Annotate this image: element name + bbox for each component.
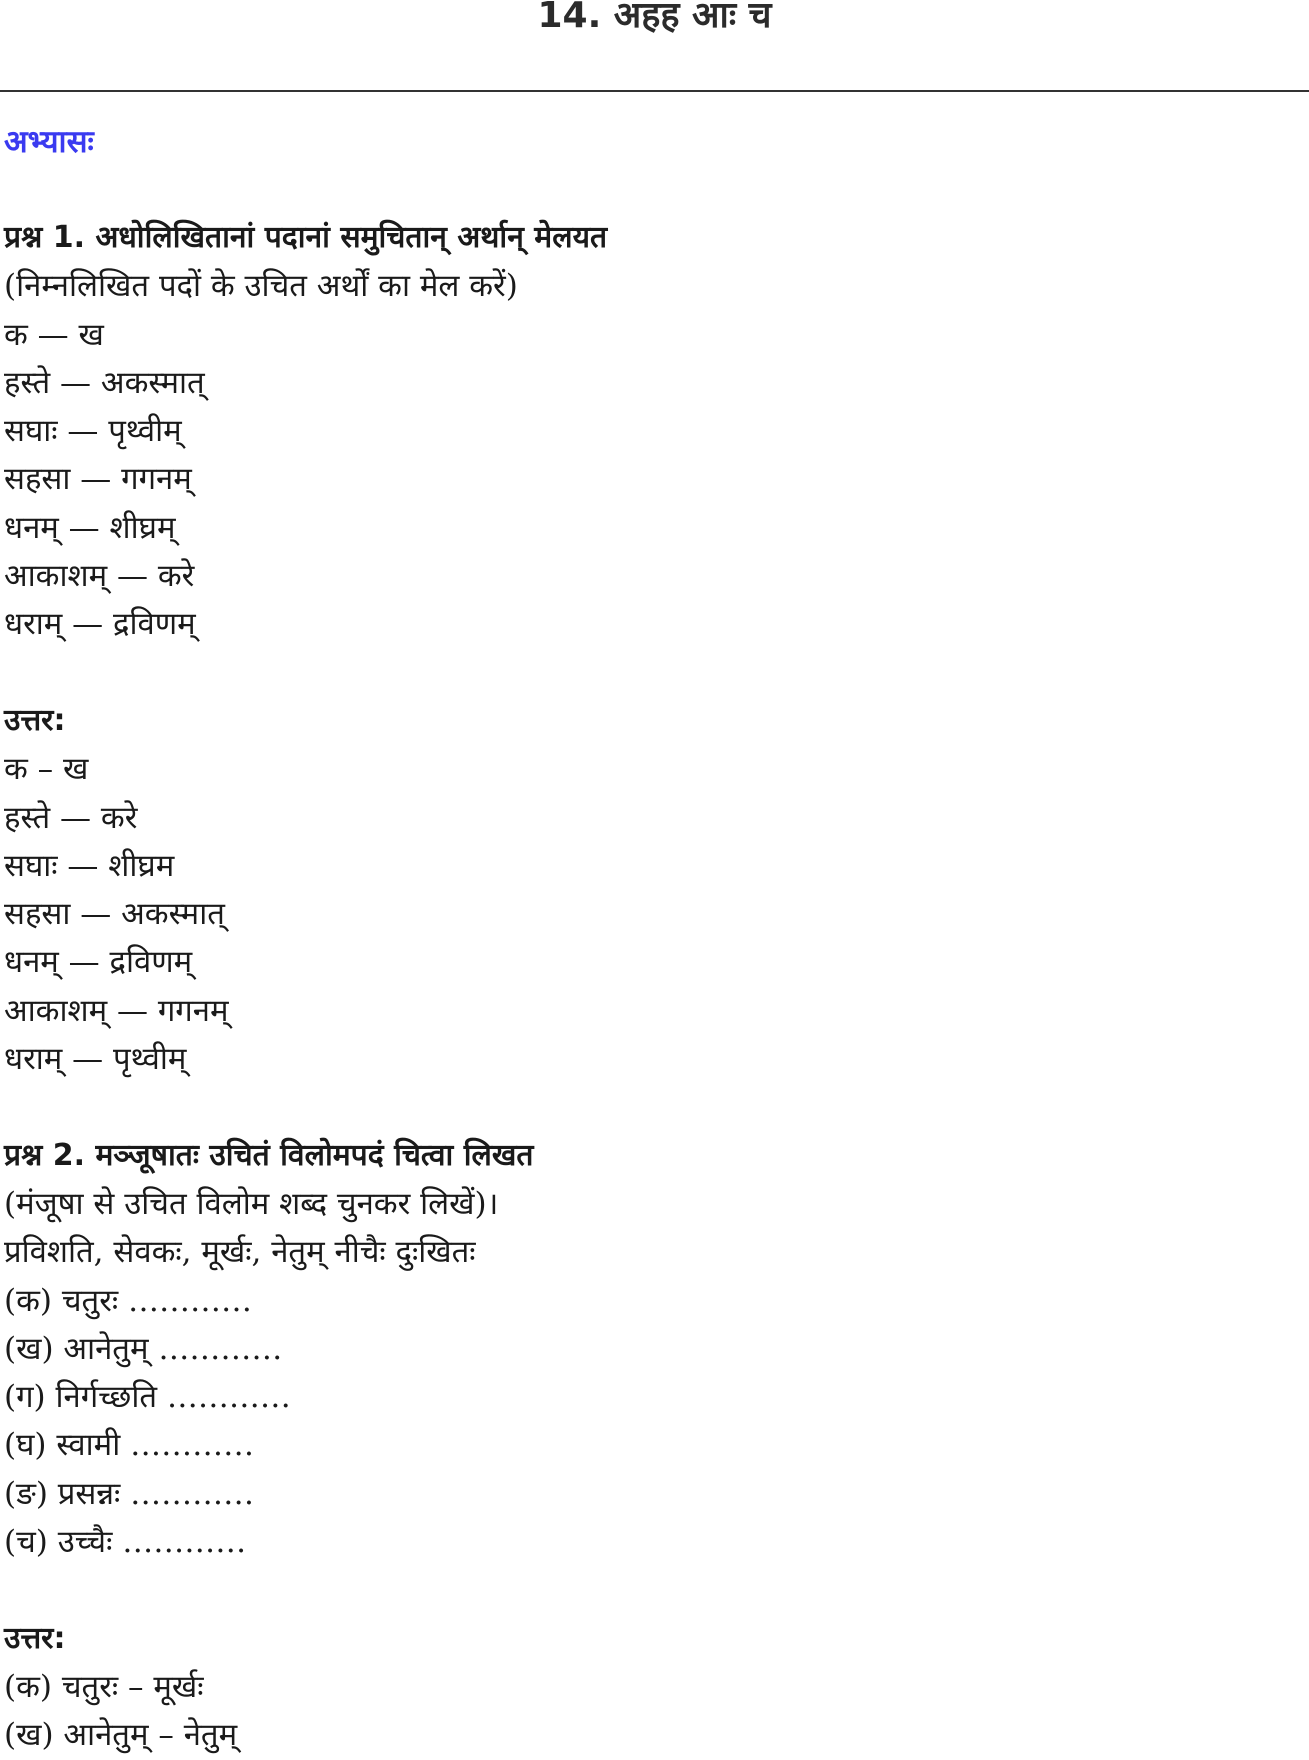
question-2-title: प्रश्न 2. मञ्जूषातः उचितं विलोमपदं चित्वा लिखत (4, 1137, 534, 1173)
question-1-instruction: (निम्नलिखित पदों के उचित अर्थों का मेल करें) (4, 268, 518, 305)
question-1-answer: हस्ते — करे (4, 799, 138, 836)
question-1-answer: धनम् — द्रविणम् (4, 944, 193, 981)
question-1-pair: सघाः — पृथ्वीम् (4, 413, 182, 450)
question-1-pair: हस्ते — अकस्मात् (4, 364, 205, 401)
question-2-item: (च) उच्चैः ………… (4, 1524, 247, 1561)
question-2-answer: (ख) आनेतुम् – नेतुम् (4, 1717, 238, 1754)
spacer (4, 166, 1294, 214)
question-2-instruction: (मंजूषा से उचित विलोम शब्द चुनकर लिखें)। (4, 1185, 499, 1222)
question-1-pair: धनम् — शीघ्रम् (4, 509, 176, 546)
section-heading: अभ्यासः (4, 124, 94, 160)
question-1-answer: धराम् — पृथ्वीम् (4, 1041, 187, 1078)
document-body (4, 118, 1294, 1760)
question-2-item: (घ) स्वामी ………… (4, 1427, 255, 1464)
question-2-word-box: प्रविशति, सेवकः, मूर्खः, नेतुम् नीचैः दुःखितः (4, 1234, 476, 1271)
question-1-answer: सघाः — शीघ्रम (4, 847, 175, 884)
question-2-item: (ङ) प्रसन्नः ………… (4, 1475, 255, 1512)
question-1-pair: आकाशम् — करे (4, 558, 195, 595)
question-2-answer: (क) चतुरः – मूर्खः (4, 1668, 204, 1705)
spacer (4, 1566, 1294, 1614)
question-1-pair: सहसा — गगनम् (4, 461, 192, 498)
question-1-pair: धराम् — द्रविणम् (4, 606, 196, 643)
spacer (4, 649, 1294, 697)
question-1-answer: सहसा — अकस्मात् (4, 896, 225, 933)
question-2-item: (क) चतुरः ………… (4, 1282, 253, 1319)
title-divider (0, 90, 1309, 92)
question-1-answer: आकाशम् — गगनम् (4, 992, 229, 1029)
page-title: 14. अहह आः च (537, 0, 772, 36)
question-2-item: (ख) आनेतुम् ………… (4, 1330, 283, 1367)
question-1-answer-header: क – ख (4, 751, 89, 788)
question-1-title: प्रश्न 1. अधोलिखितानां पदानां समुचितान् अर्थान् मेलयत (4, 220, 608, 255)
spacer (4, 1083, 1294, 1131)
question-1-column-header: क — ख (4, 316, 104, 353)
question-2-answer-label: उत्तर: (4, 1620, 66, 1656)
question-1-answer-label: उत्तर: (4, 702, 66, 738)
question-2-item: (ग) निर्गच्छति ………… (4, 1379, 291, 1416)
